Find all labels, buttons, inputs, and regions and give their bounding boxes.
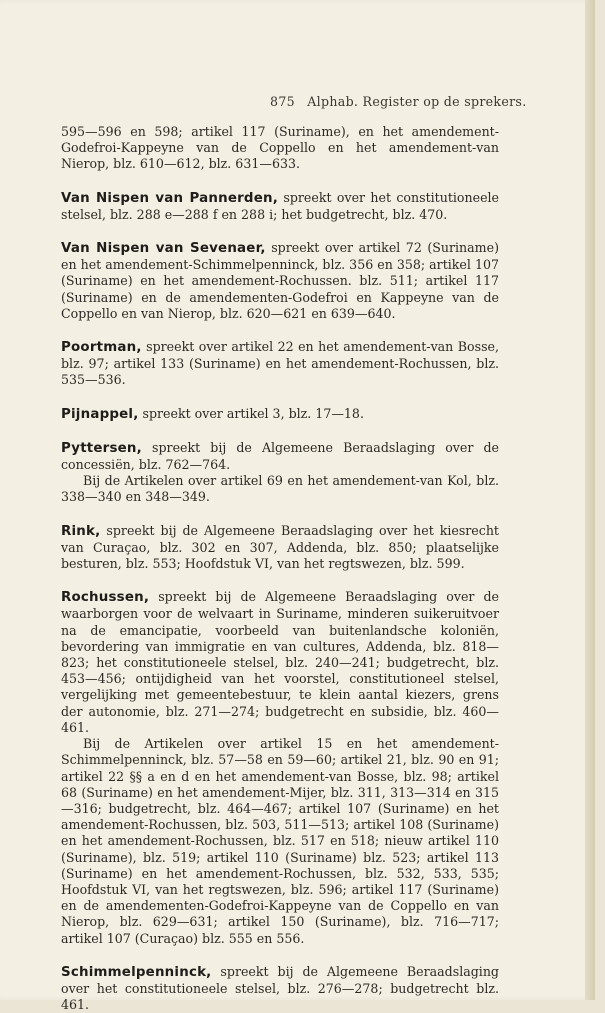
speaker-name: Rink, [61,523,101,539]
entry-paragraph: Bij de Artikelen over artikel 15 en het amendement-Schimmelpenninck, blz. 57—58 en 59—60; artikel 21, blz. 90 en 91; artikel 22 §§ a en d en het amendement-van Bosse, blz. 98; artikel 68 (Suriname) en het amendement-Mijer, blz. 311, 313—314 en 315—316; budgetrecht, blz. 464—467; artikel 107 (Suriname) en het amendement-Rochussen, blz. 503, 511—513; artikel 108 (Suriname) en het amendement-Rochussen, blz. 517 en 518; nieuw artikel 110 (Suriname), blz. 519; artikel 110 (Suriname) blz. 523; artikel 113 (Suriname) en het amendement-Rochussen, blz. 532, 533, 535; Hoofdstuk VI, van het regtswezen, blz. 596; artikel 117 (Suriname) en de amendementen-Godefroi-Kappeyne van de Coppello en van Nierop, blz. 629—631; artikel 150 (Suriname), blz. 716—717; artikel 107 (Curaçao) blz. 555 en 556. [61,736,499,946]
entry-paragraph: Van Nispen van Pannerden, spreekt over het constitutioneele stelsel, blz. 288 e—288 f en 288 i; het budgetrecht, blz. 470. [61,189,500,222]
register-entry-continuation [61,124,499,173]
entry-paragraph: Rochussen, spreekt bij de Algemeene Beraadslaging over de waarborgen voor de welvaart in Suriname, minderen suikeruitvoer na de emancipatie, voorbeeld van buitenlandsche koloniën, bevordering van immigratie en van cultures, Addenda, blz. 818—823; het constitutioneele stelsel, blz. 240—241; budgetrecht, blz. 453—456; ontijdigheid van het voorstel, constitutioneel stelsel, vergelijking met gemeentebestuur, te klein aantal kiezers, grens der autonomie, blz. 271—274; budgetrecht en subsidie, blz. 460—461. [61,589,499,735]
register-entry-rink [61,523,499,573]
speaker-name: Poortman, [61,340,142,356]
speaker-name: Pyttersen, [61,440,142,456]
speaker-name: Schimmelpenninck, [61,964,212,980]
entry-paragraph: Pijnappel, spreekt over artikel 3, blz. 17—18. [61,405,364,422]
page-number: 875 [270,94,295,109]
entry-paragraph: 595—596 en 598; artikel 117 (Suriname), en het amendement-Godefroi-Kappeyne van de Coppello en het amendement-van Nierop, blz. 610—612, blz. 631—633. [61,124,499,172]
register-entry-poortman [61,339,499,389]
entry-paragraph: Pyttersen, spreekt bij de Algemeene Beraadslaging over de concessiën, blz. 762—764. [61,439,499,473]
entry-paragraph: Schimmelpenninck, spreekt bij de Algemeene Beraadslaging over het constitutioneele stelsel, blz. 276—278; budgetrecht blz. 461. [61,963,499,1013]
page-edge [585,0,595,1000]
running-title: Alphab. Register op de sprekers. [307,94,527,109]
register-text [61,124,499,1013]
register-entry-pijnappel [61,406,499,423]
register-entry-schimmelpenninck [61,964,499,1013]
running-header [270,94,527,109]
speaker-name: Pijnappel, [61,406,139,422]
speaker-name: Rochussen, [61,590,150,606]
register-entry-van-nispen-van-pannerden [61,190,499,223]
register-entry-van-nispen-van-sevenaer [61,240,499,322]
entry-paragraph: Van Nispen van Sevenaer, spreekt over artikel 72 (Suriname) en het amendement-Schimmelpenninck, blz. 356 en 358; artikel 107 (Suriname) en het amendement-Rochussen. blz. 511; artikel 117 (Suriname) en de amendementen-Godefroi en Kappeyne van de Coppello en van Nierop, blz. 620—621 en 639—640. [61,240,499,321]
register-entry-pyttersen [61,440,499,506]
entry-paragraph: Rink, spreekt bij de Algemeene Beraadslaging over het kiesrecht van Curaçao, blz. 302 en 307, Addenda, blz. 850; plaatselijke besturen, blz. 553; Hoofdstuk VI, van het regtswezen, blz. 599. [61,522,499,572]
speaker-name: Van Nispen van Sevenaer, [61,241,266,257]
entry-paragraph: Poortman, spreekt over artikel 22 en het amendement-van Bosse, blz. 97; artikel 133 (Suriname) en het amendement-Rochussen, blz. 535—536. [61,339,499,388]
register-entry-rochussen [61,589,499,946]
speaker-name: Van Nispen van Pannerden, [61,190,279,206]
entry-paragraph: Bij de Artikelen over artikel 69 en het amendement-van Kol, blz. 338—340 en 348—349. [61,473,499,505]
